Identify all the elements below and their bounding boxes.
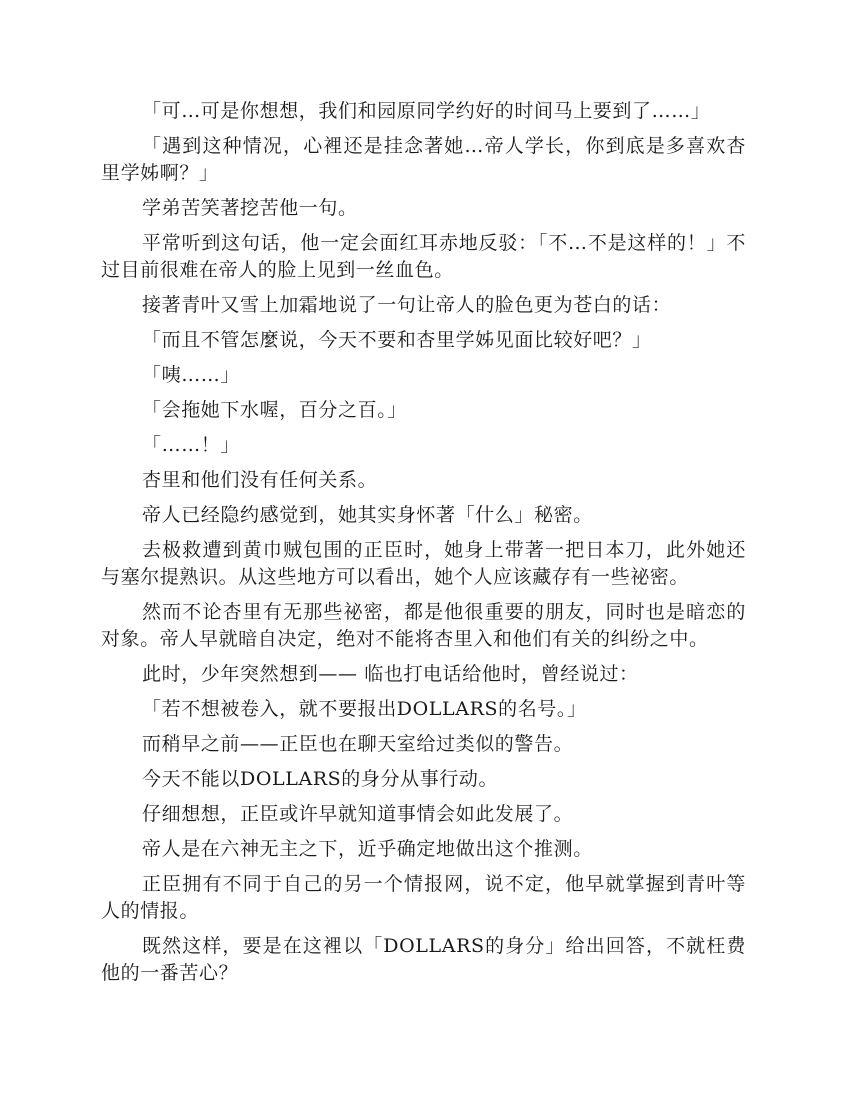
paragraph: 「若不想被卷入，就不要报出DOLLARS的名号。」 [142, 698, 587, 720]
paragraph: 今天不能以DOLLARS的身分从事行动。 [142, 768, 499, 790]
paragraph: 接著青叶又雪上加霜地说了一句让帝人的脸色更为苍白的话： [142, 294, 672, 316]
paragraph: 「……！」 [142, 434, 241, 456]
paragraph: 平常听到这句话，他一定会面红耳赤地反驳：「不…不是这样的！」不过目前很难在帝人的脸上见到一丝血色。 [101, 232, 746, 281]
paragraph: 「会拖她下水喔，百分之百。」 [142, 399, 407, 421]
paragraph: 既然这样，要是在这裡以「DOLLARS的身分」给出回答，不就枉费他的一番苦心？ [101, 935, 746, 984]
paragraph: 「遇到这种情况，心裡还是挂念著她…帝人学长，你到底是多喜欢杏里学姊啊？」 [101, 135, 746, 184]
paragraph: 「可…可是你想想，我们和园原同学约好的时间马上要到了……」 [142, 100, 711, 122]
paragraph: 帝人是在六神无主之下，近乎确定地做出这个推测。 [142, 838, 593, 860]
paragraph: 此时，少年突然想到—— 临也打电话给他时，曾经说过： [142, 663, 639, 685]
paragraph: 「咦……」 [142, 364, 241, 386]
paragraph: 仔细想想，正臣或许早就知道事情会如此发展了。 [142, 803, 574, 825]
paragraph: 「而且不管怎麼说，今天不要和杏里学姊见面比较好吧？」 [142, 329, 652, 351]
paragraph: 而稍早之前——正臣也在聊天室给过类似的警告。 [142, 733, 574, 755]
paragraph: 帝人已经隐约感觉到，她其实身怀著「什么」秘密。 [142, 504, 593, 526]
paragraph: 然而不论杏里有无那些祕密，都是他很重要的朋友，同时也是暗恋的对象。帝人早就暗自决定，绝对不能将杏里入和他们有关的纠纷之中。 [101, 601, 746, 650]
paragraph: 去极救遭到黄巾贼包围的正臣时，她身上带著一把日本刀，此外她还与塞尔提熟识。从这些地方可以看出，她个人应该藏存有一些祕密。 [101, 539, 746, 588]
paragraph: 杏里和他们没有任何关系。 [142, 469, 378, 491]
paragraph: 正臣拥有不同于自己的另一个情报网，说不定，他早就掌握到青叶等人的情报。 [101, 873, 746, 922]
document-body [101, 98, 746, 995]
paragraph: 学弟苦笑著挖苦他一句。 [142, 197, 358, 219]
